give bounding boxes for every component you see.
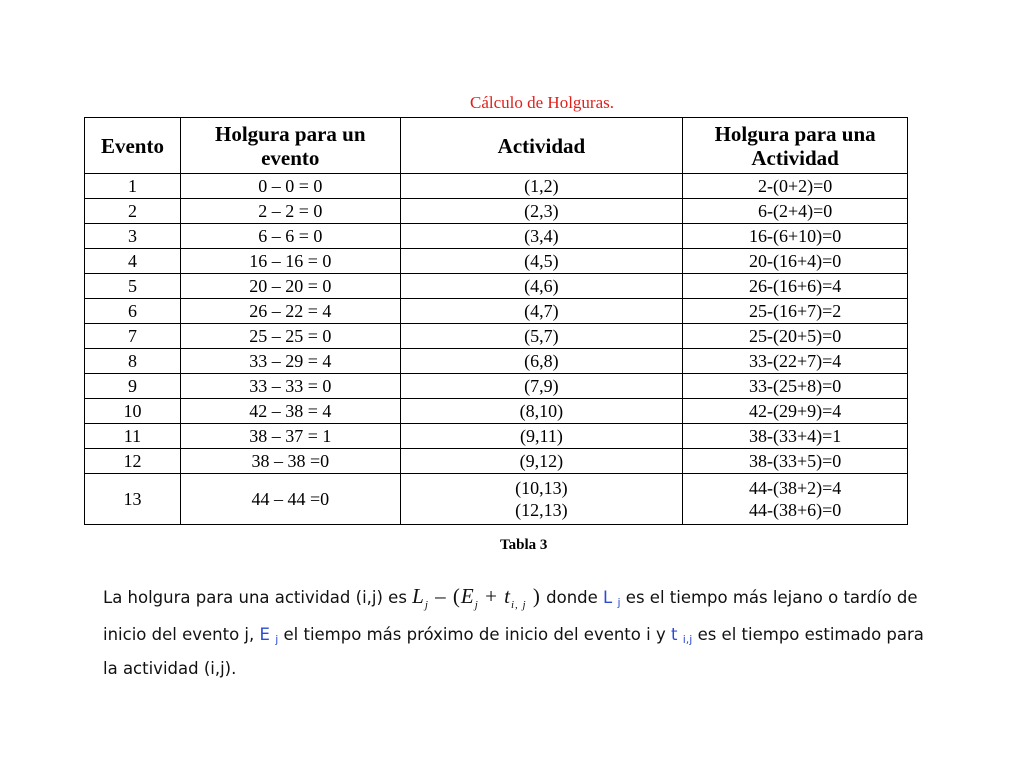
symbol-t: [671, 625, 692, 644]
cell-evento: 4: [85, 249, 181, 274]
cell-actividad: (4,6): [400, 274, 683, 299]
cell-holgura-actividad: 20-(16+4)=0: [683, 249, 908, 274]
formula-E: E: [460, 584, 475, 608]
cell-holgura-evento: 25 – 25 = 0: [180, 324, 400, 349]
cell-evento: 2: [85, 199, 181, 224]
explanation-paragraph: [103, 582, 943, 683]
formula-t: t: [504, 584, 511, 608]
table-row: [85, 424, 908, 449]
symbol-t-sub: i,j: [682, 633, 693, 646]
cell-holgura-actividad-line: 44-(38+2)=4: [748, 478, 842, 498]
header-holgura-evento-line-1: Holgura para un: [215, 121, 366, 146]
symbol-t-letter: t: [670, 625, 678, 644]
cell-evento: 6: [85, 299, 181, 324]
cell-actividad: (8,10): [400, 399, 683, 424]
cell-actividad: (4,5): [400, 249, 683, 274]
cell-holgura-evento: 6 – 6 = 0: [180, 224, 400, 249]
header-holgura-evento: [180, 118, 400, 174]
header-actividad-line: Actividad: [497, 133, 586, 158]
cell-holgura-evento: 42 – 38 = 4: [180, 399, 400, 424]
formula-close: ): [526, 584, 541, 608]
formula-E-sub: j: [474, 599, 479, 611]
cell-holgura-actividad-line: 44-(38+6)=0: [748, 500, 842, 520]
table-row: [85, 449, 908, 474]
formula-L-sub: j: [424, 599, 429, 611]
cell-actividad: (7,9): [400, 374, 683, 399]
cell-holgura-evento: 44 – 44 =0: [180, 474, 400, 525]
symbol-E: [260, 625, 279, 644]
cell-actividad: [400, 474, 683, 525]
para-text-3: es el tiempo más lejano o tardío de inicio del evento j,: [103, 588, 918, 644]
cell-holgura-evento: 0 – 0 = 0: [180, 174, 400, 199]
cell-evento: 12: [85, 449, 181, 474]
cell-holgura-evento: 2 – 2 = 0: [180, 199, 400, 224]
table-row: [85, 299, 908, 324]
cell-evento: 1: [85, 174, 181, 199]
symbol-L-letter: L: [603, 588, 613, 607]
cell-evento: 8: [85, 349, 181, 374]
cell-holgura-evento: 33 – 29 = 4: [180, 349, 400, 374]
header-evento: [85, 118, 181, 174]
table-row: [85, 199, 908, 224]
slack-formula: [412, 584, 541, 611]
header-actividad: [400, 118, 683, 174]
table-row: [85, 374, 908, 399]
table-row: [85, 249, 908, 274]
cell-actividad: (9,12): [400, 449, 683, 474]
holguras-table: [84, 117, 908, 525]
cell-actividad-line: (10,13): [515, 478, 568, 498]
cell-actividad: (6,8): [400, 349, 683, 374]
header-holgura-actividad-line-2: Actividad: [751, 145, 839, 170]
table-row: [85, 174, 908, 199]
cell-holgura-evento: 26 – 22 = 4: [180, 299, 400, 324]
para-text-1: La holgura para una actividad (i,j) es: [103, 588, 407, 607]
cell-holgura-evento: 38 – 37 = 1: [180, 424, 400, 449]
cell-holgura-evento: 33 – 33 = 0: [180, 374, 400, 399]
cell-holgura-actividad: [683, 474, 908, 525]
cell-holgura-actividad: 6-(2+4)=0: [683, 199, 908, 224]
header-holgura-actividad-line-1: Holgura para una: [714, 121, 876, 146]
cell-actividad: (9,11): [400, 424, 683, 449]
cell-holgura-actividad: 38-(33+5)=0: [683, 449, 908, 474]
cell-holgura-actividad: 25-(16+7)=2: [683, 299, 908, 324]
formula-L: L: [412, 584, 425, 608]
header-holgura-actividad: [683, 118, 908, 174]
cell-evento: 3: [85, 224, 181, 249]
cell-actividad-line: (12,13): [515, 500, 568, 520]
cell-evento: 9: [85, 374, 181, 399]
table-row: [85, 224, 908, 249]
page-title: Cálculo de Holguras.: [470, 93, 614, 112]
header-holgura-evento-line-2: evento: [261, 145, 320, 170]
para-text-4: el tiempo más próximo de inicio del evento i y: [283, 625, 666, 644]
cell-actividad: (4,7): [400, 299, 683, 324]
formula-plus: +: [478, 584, 505, 608]
symbol-E-sub: j: [275, 633, 279, 646]
table-row: [85, 399, 908, 424]
table-row: [85, 474, 908, 525]
table-row: [85, 349, 908, 374]
cell-evento: 7: [85, 324, 181, 349]
table-header-row: [85, 118, 908, 174]
cell-holgura-actividad: 26-(16+6)=4: [683, 274, 908, 299]
cell-evento: 13: [85, 474, 181, 525]
cell-holgura-actividad: 16-(6+10)=0: [683, 224, 908, 249]
cell-actividad: (2,3): [400, 199, 683, 224]
cell-holgura-actividad: 33-(25+8)=0: [683, 374, 908, 399]
table-caption: Tabla 3: [500, 537, 548, 553]
cell-holgura-actividad: 2-(0+2)=0: [683, 174, 908, 199]
formula-t-sub: i, j: [511, 599, 527, 611]
table-row: [85, 274, 908, 299]
header-evento-line: Evento: [100, 133, 164, 158]
symbol-E-letter: E: [259, 625, 270, 644]
para-text-5: es el tiempo estimado para la actividad (i,j).: [103, 625, 924, 678]
symbol-L: [603, 588, 621, 607]
cell-holgura-evento: 16 – 16 = 0: [180, 249, 400, 274]
cell-actividad: (5,7): [400, 324, 683, 349]
cell-evento: 10: [85, 399, 181, 424]
cell-holgura-evento: 20 – 20 = 0: [180, 274, 400, 299]
formula-minus-open: – (: [428, 584, 461, 608]
para-text-2: donde: [546, 588, 598, 607]
symbol-L-sub: j: [617, 596, 621, 609]
cell-holgura-evento: 38 – 38 =0: [180, 449, 400, 474]
cell-holgura-actividad: 42-(29+9)=4: [683, 399, 908, 424]
cell-holgura-actividad: 33-(22+7)=4: [683, 349, 908, 374]
table-row: [85, 324, 908, 349]
cell-evento: 11: [85, 424, 181, 449]
cell-actividad: (3,4): [400, 224, 683, 249]
cell-actividad: (1,2): [400, 174, 683, 199]
cell-holgura-actividad: 38-(33+4)=1: [683, 424, 908, 449]
cell-evento: 5: [85, 274, 181, 299]
cell-holgura-actividad: 25-(20+5)=0: [683, 324, 908, 349]
